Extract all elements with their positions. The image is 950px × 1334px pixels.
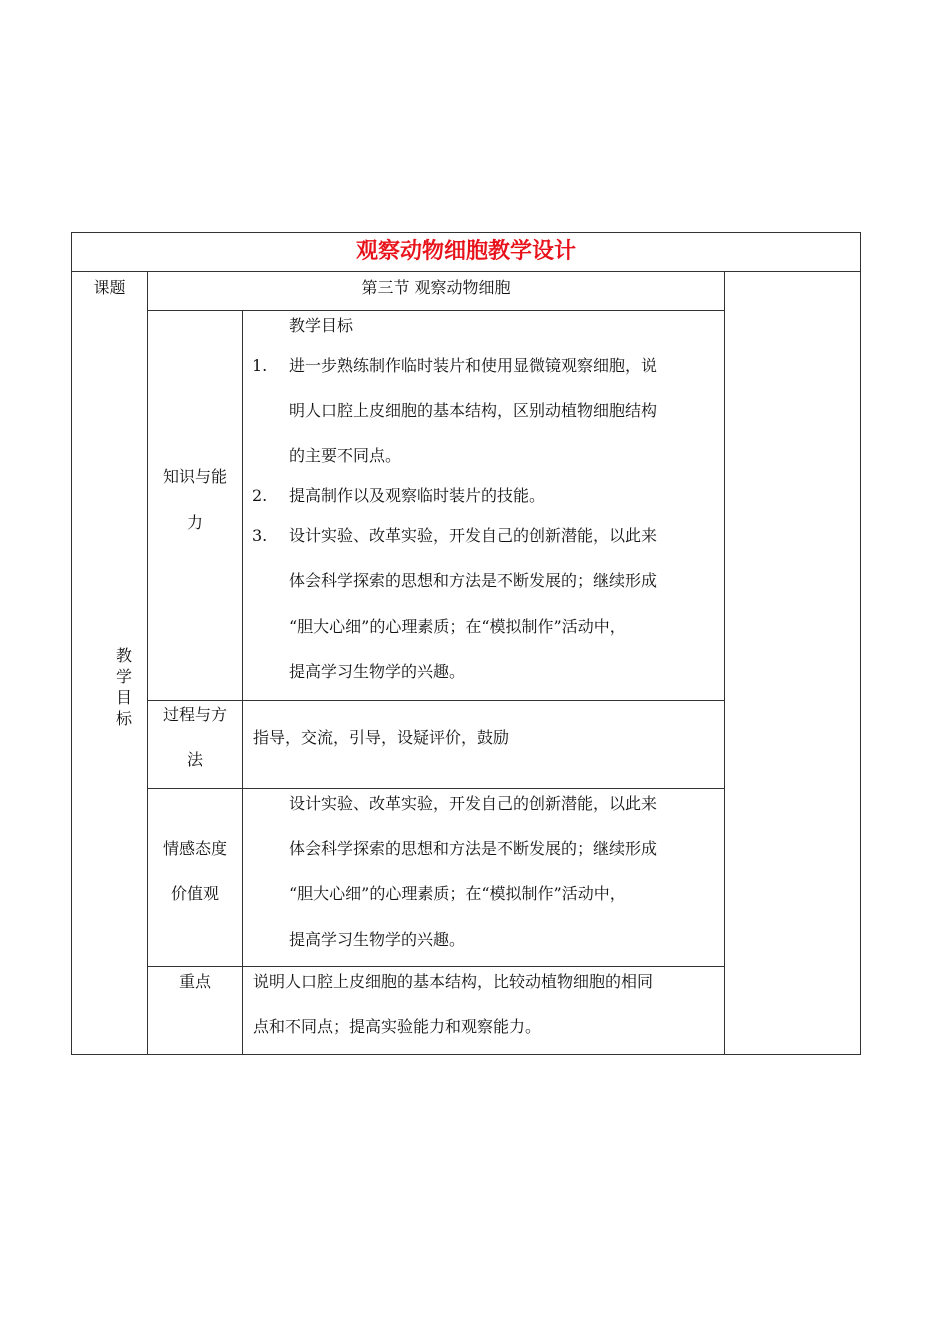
table-border-left (71, 232, 72, 1055)
emotion-line-2: 体会科学探索的思想和方法是不断发展的；继续形成 (289, 839, 658, 858)
key-point-line-1: 说明人口腔上皮细胞的基本结构，比较动植物细胞的相同 (253, 972, 654, 991)
item-3-line-4: 提高学习生物学的兴趣。 (289, 662, 466, 681)
objectives-label: 教 学 目 标 (115, 646, 132, 728)
item-1-line-3: 的主要不同点。 (289, 446, 402, 465)
topic-label: 课题 (93, 278, 126, 297)
table-border-bottom (71, 1054, 861, 1055)
item-3-number: 3. (252, 526, 268, 545)
topic-value: 第三节 观察动物细胞 (361, 278, 511, 297)
item-3-line-2: 体会科学探索的思想和方法是不断发展的；继续形成 (289, 571, 658, 590)
key-point-label: 重点 (178, 972, 211, 991)
item-3-line-1: 设计实验、改革实验，开发自己的创新潜能，以此来 (289, 526, 658, 545)
objectives-heading: 教学目标 (289, 316, 354, 335)
table-border-right (860, 232, 861, 1055)
knowledge-label-line-2: 力 (186, 513, 203, 532)
row-divider-header (147, 310, 725, 311)
item-3-line-3: “胆大心细”的心理素质；在“模拟制作”活动中， (289, 617, 626, 636)
emotion-line-1: 设计实验、改革实验，开发自己的创新潜能，以此来 (289, 794, 658, 813)
emotion-label-line-2: 价值观 (170, 884, 219, 903)
row-divider-process (147, 788, 725, 789)
emotion-line-4: 提高学习生物学的兴趣。 (289, 930, 466, 949)
row-divider-title (71, 271, 861, 272)
item-2-number: 2. (252, 486, 268, 505)
item-1-number: 1. (252, 356, 268, 375)
col-divider-2 (242, 310, 243, 1055)
key-point-line-2: 点和不同点；提高实验能力和观察能力。 (253, 1017, 542, 1036)
item-1-line-2: 明人口腔上皮细胞的基本结构，区别动植物细胞结构 (289, 401, 658, 420)
knowledge-label-line-1: 知识与能 (162, 467, 227, 486)
row-divider-emotion (147, 966, 725, 967)
process-label-line-1: 过程与方 (162, 705, 227, 724)
process-label-line-2: 法 (186, 750, 203, 769)
process-text: 指导，交流，引导，设疑评价，鼓励 (253, 728, 510, 747)
row-divider-knowledge (147, 700, 725, 701)
emotion-line-3: “胆大心细”的心理素质；在“模拟制作”活动中， (289, 884, 626, 903)
item-1-line-1: 进一步熟练制作临时装片和使用显微镜观察细胞，说 (289, 356, 658, 375)
emotion-label-line-1: 情感态度 (162, 839, 227, 858)
item-2-line-1: 提高制作以及观察临时装片的技能。 (289, 486, 546, 505)
col-divider-1 (147, 271, 148, 1055)
document-title: 观察动物细胞教学设计 (355, 238, 576, 264)
col-divider-3 (724, 271, 725, 1055)
